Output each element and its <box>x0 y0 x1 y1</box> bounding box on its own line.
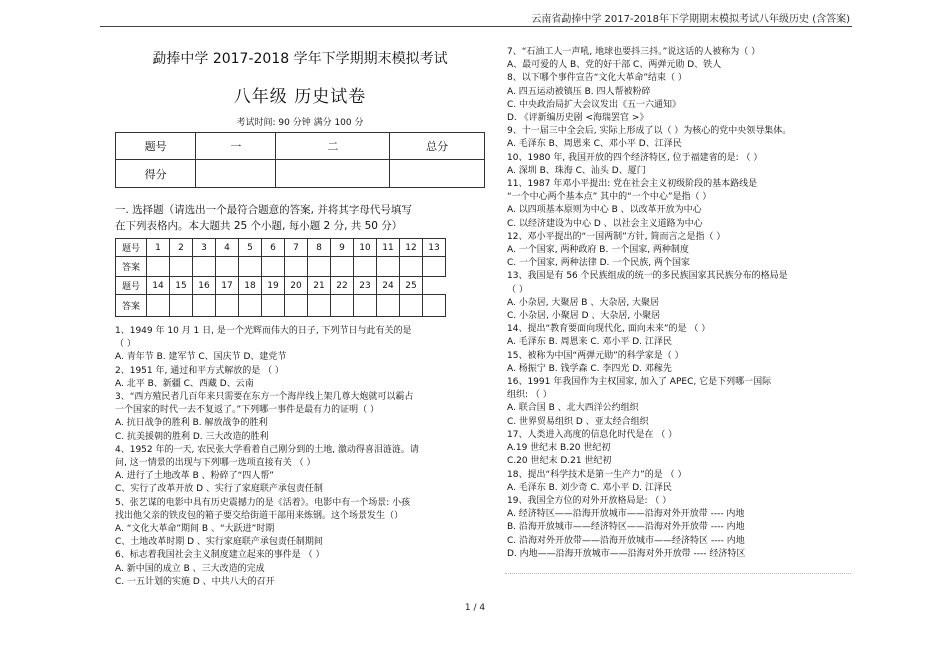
question-number: 9 <box>331 239 354 257</box>
question-line: C.20 世纪末 D.21 世纪初 <box>507 456 612 467</box>
right-questions <box>507 46 847 561</box>
question-number: 20 <box>285 277 308 295</box>
left-column <box>115 48 485 589</box>
answer-cell[interactable] <box>170 257 193 277</box>
question-line: 19、我国全方位的对外开放格局是: （ ） <box>507 495 672 506</box>
question-line: （ ） <box>115 339 136 350</box>
left-questions <box>115 325 485 589</box>
question-line: （ ） <box>507 284 528 295</box>
question-line: C. 抗美援朝的胜利 D. 三大改造的胜利 <box>115 431 269 442</box>
score-head-num: 题号 <box>116 133 196 160</box>
answer-cell[interactable] <box>262 257 285 277</box>
question-line: 9、十一届三中全会后, 实际上形成了以（ ）为核心的党中央领导集体。 <box>507 126 792 137</box>
question-line: 4、1952 年的一天, 农民张大学看着自己刚分到的土地, 激动得喜泪涟涟。请 <box>115 444 419 455</box>
question-line: A. 经济特区——沿海开放城市——沿海对外开放带 ---- 内地 <box>507 509 745 520</box>
answer-cell[interactable] <box>216 257 239 277</box>
answer-cell[interactable] <box>354 257 377 277</box>
answer-cell[interactable] <box>331 295 354 317</box>
question-line: C. 以经济建设为中心 D 、以社会主义道路为中心 <box>507 218 703 229</box>
question-line: A. 毛泽东 B、周恩来 C、邓小平 D、江泽民 <box>507 139 682 150</box>
answer-cell[interactable] <box>147 295 170 317</box>
question-line: 14、提出“教育要面向现代化, 面向未来”的是 （ ） <box>507 324 711 335</box>
question-number: 6 <box>262 239 285 257</box>
question-line: A. 青年节 B. 建军节 C、国庆节 D、建党节 <box>115 352 287 363</box>
question-number: 12 <box>400 239 423 257</box>
question-number: 23 <box>354 277 377 295</box>
answer-ans-label: 答案 <box>116 295 147 317</box>
question-line: A、最可爱的人 B、党的好干部 C、两弹元勋 D、铁人 <box>507 60 722 71</box>
question-line: D. 内地——沿海开放城市——沿海对外开放带 ---- 经济特区 <box>507 548 746 559</box>
question-line: A. 以四项基本原则为中心 B 、以改革开放为中心 <box>507 205 702 216</box>
question-line: A. 北平 B、新疆 C、西藏 D、云南 <box>115 378 254 389</box>
page-number: 1 / 4 <box>464 603 486 613</box>
question-line: A. 深圳 B、珠海 C、汕头 D、厦门 <box>507 165 646 176</box>
answer-cell[interactable] <box>262 295 285 317</box>
question-line: C、实行了改革开放 D 、实行了家庭联产承包责任制 <box>115 484 323 495</box>
question-number: 25 <box>400 277 423 295</box>
section-line-2: 在下列表格内。本大题共 25 个小题, 每小题 2 分, 共 50 分） <box>115 220 403 232</box>
answer-cell[interactable] <box>216 295 239 317</box>
question-line: 1、1949 年 10 月 1 日, 是一个光辉而伟大的日子, 下列节日与此有关的是 <box>115 326 412 336</box>
question-number: 14 <box>147 277 170 295</box>
question-number: 13 <box>423 239 446 257</box>
answer-cell[interactable] <box>285 257 308 277</box>
answer-cell[interactable] <box>308 295 331 317</box>
exam-subject: 八年级 历史试卷 <box>233 87 367 107</box>
question-line: 18、提出“科学技术是第一生产力”的是 （ ） <box>507 469 687 480</box>
answer-cell[interactable] <box>423 257 446 277</box>
answer-cell[interactable] <box>377 257 400 277</box>
question-number: 3 <box>193 239 216 257</box>
score-cell-2[interactable] <box>276 160 390 188</box>
question-line: 16、1991 年我国作为主权国家, 加入了 APEC, 它是下列哪一国际 <box>507 377 772 388</box>
question-line: C. 中央政治局扩大会议发出《五一六通知》 <box>507 99 682 110</box>
question-line: 找出他父亲的铁皮包的箱子要交给街道干部用来炼钢。这个场景发生（） <box>115 510 404 521</box>
question-line: A. 杨振宁 B. 钱学森 C. 李四光 D. 邓稼先 <box>507 363 672 374</box>
answer-cell[interactable] <box>193 295 216 317</box>
question-line: 6、标志着我国社会主义制度建立起来的事件是 （ ） <box>115 550 325 561</box>
question-line: A. 四五运动被镇压 B. 四人帮被粉碎 <box>507 86 651 97</box>
question-line: C、土地改革时期 D 、实行家庭联产承包责任制期间 <box>115 537 323 548</box>
question-line: B. 沿海开放城市——经济特区——沿海对外开放带 ---- 内地 <box>507 522 745 533</box>
header-rule <box>100 26 852 27</box>
question-number: 8 <box>308 239 331 257</box>
question-line: A. “文化大革命”期间 B 、“大跃进”时期 <box>115 524 275 535</box>
question-line: C. 世界贸易组织 D 、亚太经合组织 <box>507 416 649 427</box>
question-line: D. 《评新编历史剧 <海瑞罢官 >》 <box>507 113 649 124</box>
running-header: 云南省勐捧中学 2017-2018年下学期期末模拟考试八年级历史 (含答案) <box>531 14 850 25</box>
question-line: A. 小杂居, 大聚居 B 、大杂居, 大聚居 <box>507 297 660 308</box>
question-line: 组织: （ ） <box>507 390 552 401</box>
question-number: 21 <box>308 277 331 295</box>
question-line: A. 新中国的成立 B 、三大改造的完成 <box>115 563 265 574</box>
exam-info: 考试时间: 90 分钟 满分 100 分 <box>236 118 364 128</box>
question-number: 5 <box>239 239 262 257</box>
question-line: 17、人类进入高度的信息化时代是在 （ ） <box>507 429 678 440</box>
question-number: 2 <box>170 239 193 257</box>
question-line: 7、“石油工人一声吼, 地球也要抖三抖。”说这话的人被称为（ ） <box>507 47 761 57</box>
question-line: 3、“西方殖民者几百年来只需要在东方一个海岸线上架几尊大炮就可以霸占 <box>115 392 414 403</box>
question-line: A. 联合国 B 、北大西洋公约组织 <box>507 403 639 414</box>
answer-cell[interactable] <box>285 295 308 317</box>
answer-cell[interactable] <box>423 295 446 317</box>
question-line: A. 毛泽东 B. 周恩来 C. 邓小平 D. 江泽民 <box>507 337 672 348</box>
score-cell-total[interactable] <box>390 160 485 188</box>
question-number: 4 <box>216 239 239 257</box>
question-line: 5、张艺谋的电影中具有历史震撼力的是《活着》。电影中有一个场景: 小孩 <box>115 497 411 508</box>
question-number: 15 <box>170 277 193 295</box>
score-cell-1[interactable] <box>196 160 276 188</box>
answer-table <box>115 238 446 317</box>
answer-cell[interactable] <box>331 257 354 277</box>
question-line: A. 毛泽东 B. 刘少奇 C. 邓小平 D. 江泽民 <box>507 482 672 493</box>
question-number: 19 <box>262 277 285 295</box>
answer-cell[interactable] <box>239 295 262 317</box>
column-bottom-rule <box>505 573 851 574</box>
question-line: C. 一五计划的实施 D 、中共八大的召开 <box>115 576 275 587</box>
question-number: 22 <box>331 277 354 295</box>
question-number: 10 <box>354 239 377 257</box>
answer-cell[interactable] <box>170 295 193 317</box>
answer-num-label: 题号 <box>116 277 147 295</box>
question-line: C. 小杂居, 小聚居 D 、大杂居, 小聚居 <box>507 311 661 322</box>
question-number: 17 <box>216 277 239 295</box>
question-number: 24 <box>377 277 400 295</box>
question-line: A. 进行了土地改革 B 、粉碎了“四人帮” <box>115 471 274 482</box>
question-line: 2、1951 年, 通过和平方式解放的是 （ ） <box>115 365 284 376</box>
question-line: A. 抗日战争的胜利 B. 解放战争的胜利 <box>115 418 268 429</box>
score-head-1: 一 <box>196 133 276 160</box>
answer-cell[interactable] <box>193 257 216 277</box>
score-table <box>115 132 485 188</box>
question-line: 问, 这一情景的出现与下列哪一选项直接有关 （ ） <box>115 458 316 469</box>
question-line: 8、以下哪个事件宣告“文化大革命”结束（ ） <box>507 73 687 84</box>
question-number: 16 <box>193 277 216 295</box>
question-line: A.19 世纪末 B.20 世纪初 <box>507 443 611 454</box>
question-number: 11 <box>377 239 400 257</box>
question-line: 一个国家的时代一去不复返了。”下列哪一事件是最有力的证明（ ） <box>115 405 380 416</box>
question-number: 1 <box>147 239 170 257</box>
answer-cell[interactable] <box>400 257 423 277</box>
question-line: 15、被称为中国“两弹元勋”的科学家是（ ） <box>507 350 684 361</box>
question-line: A. 一个国家, 两种政府 B. 一个国家, 两种制度 <box>507 245 689 256</box>
question-line: 13、我国是有 56 个民族组成的统一的多民族国家其民族分布的格局是 <box>507 271 788 282</box>
section-line-1: 一. 选择题（请选出一个最符合题意的答案, 并将其字母代号填写 <box>115 204 412 216</box>
answer-ans-label: 答案 <box>116 257 147 277</box>
question-line: 11、1987 年邓小平提出: 党在社会主义初级阶段的基本路线是 <box>507 179 758 190</box>
section-one-instructions <box>115 202 485 234</box>
answer-cell[interactable] <box>147 257 170 277</box>
question-line: 10、1980 年, 我国开放的四个经济特区, 位于福建省的是: （ ） <box>507 152 763 163</box>
answer-cell[interactable] <box>377 295 400 317</box>
question-line: C. 一个国家, 两种法律 D. 一个民族, 两个国家 <box>507 258 690 269</box>
answer-cell[interactable] <box>354 295 377 317</box>
score-head-2: 二 <box>276 133 390 160</box>
question-number: 7 <box>285 239 308 257</box>
exam-title: 勐捧中学 2017-2018 学年下学期期末模拟考试 <box>152 51 448 67</box>
question-line: “一个中心两个基本点” 其中的“一个中心”是指（ ） <box>507 192 712 203</box>
right-column <box>507 46 847 561</box>
question-line: C. 沿海对外开放带——沿海开放城市——经济特区 ---- 内地 <box>507 535 745 546</box>
question-number: 18 <box>239 277 262 295</box>
answer-cell[interactable] <box>308 257 331 277</box>
score-label: 得分 <box>116 160 196 188</box>
answer-cell[interactable] <box>239 257 262 277</box>
question-line: 12、邓小平提出的“一国两制”方针, 简而言之是指（ ） <box>507 231 726 242</box>
answer-num-label: 题号 <box>116 239 147 257</box>
score-head-total: 总分 <box>390 133 485 160</box>
answer-cell[interactable] <box>400 295 423 317</box>
